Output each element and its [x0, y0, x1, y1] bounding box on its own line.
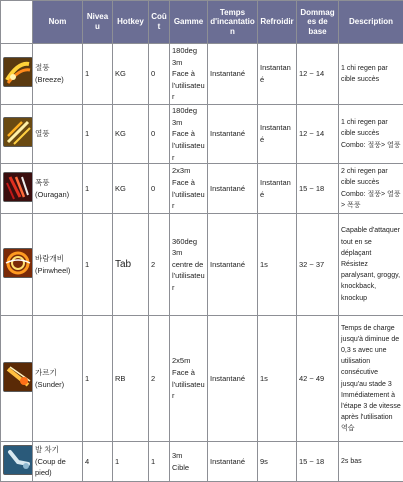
skill-cast-time: Instantané	[208, 44, 258, 105]
skill-cooldown: Instantané	[258, 105, 297, 164]
skill-range: 3m	[172, 451, 182, 460]
skill-cast-time: Instantané	[208, 214, 258, 316]
kick-skill-icon	[3, 445, 33, 475]
skill-cooldown: 1s	[258, 316, 297, 442]
hurricane-skill-icon	[3, 172, 33, 202]
skill-description: Immédiatement à l'étape 3 de vitesse après l'utilisation 역습	[341, 392, 401, 433]
skill-name-ko: 가르기	[35, 368, 57, 377]
skill-hotkey: RB	[113, 316, 149, 442]
header-cooldown: Refroidir	[258, 1, 297, 44]
skill-combo: Combo: 절풍> 열풍> 폭풍	[341, 191, 401, 209]
sunder-skill-icon	[3, 362, 33, 392]
skill-level: 1	[83, 214, 113, 316]
skill-level: 1	[83, 164, 113, 214]
skill-range: 3m	[172, 248, 182, 257]
skill-range: 3m	[172, 58, 182, 67]
table-row	[1, 44, 403, 105]
header-name: Nom	[33, 1, 83, 44]
skill-hotkey: KG	[113, 44, 149, 105]
skill-combo: Combo: 절풍> 열풍	[341, 142, 401, 149]
skill-range: Face à l'utilisateur	[172, 129, 205, 161]
skill-range: Face à l'utilisateur	[172, 178, 205, 210]
pinwheel-skill-icon	[3, 248, 33, 278]
skill-damage: 15 ~ 18	[297, 442, 339, 482]
skill-name-fr: (Breeze)	[35, 75, 64, 84]
skill-cooldown: Instantané	[258, 44, 297, 105]
skill-description: 1 chi regen par cible succès	[341, 65, 388, 83]
skill-hotkey: Tab	[115, 259, 131, 270]
skill-name-ko: 열풍	[35, 129, 50, 138]
table-row	[1, 105, 403, 164]
header-hotkey: Hotkey	[113, 1, 149, 44]
skill-damage: 42 ~ 49	[297, 316, 339, 442]
skill-range: 2x5m	[172, 356, 190, 365]
skill-name-fr: (Ouragan)	[35, 190, 69, 199]
skill-cast-time: Instantané	[208, 442, 258, 482]
skill-range: centre de l'utilisateur	[172, 260, 205, 292]
skill-range: 180deg	[172, 46, 197, 55]
skill-cast-time: Instantané	[208, 105, 258, 164]
skill-level: 1	[83, 105, 113, 164]
skill-cost: 1	[149, 442, 170, 482]
skill-damage: 15 ~ 18	[297, 164, 339, 214]
header-base-damage: Dommages de base	[297, 1, 339, 44]
header-row	[1, 1, 403, 44]
header-icon-column	[1, 1, 33, 44]
skill-description: 2s bas	[341, 458, 362, 465]
skill-name-ko: 발 차기	[35, 445, 59, 454]
skill-cost: 0	[149, 44, 170, 105]
skill-name-fr: (Coup de pied)	[35, 457, 66, 478]
skill-cooldown: 9s	[258, 442, 297, 482]
skill-cast-time: Instantané	[208, 316, 258, 442]
header-range: Gamme	[170, 1, 208, 44]
skill-cooldown: Instantané	[258, 164, 297, 214]
skill-name-fr: (Sunder)	[35, 380, 64, 389]
header-description: Description	[339, 1, 403, 44]
skill-hotkey: KG	[113, 105, 149, 164]
skill-range: Cible	[172, 463, 189, 472]
skill-range: 180deg	[172, 106, 197, 115]
skill-range: Face à l'utilisateur	[172, 69, 205, 101]
skill-range: 2x3m	[172, 166, 190, 175]
header-cost: Coût	[149, 1, 170, 44]
skill-name-ko: 폭풍	[35, 178, 50, 187]
skill-range: 3m	[172, 118, 182, 127]
skill-level: 4	[83, 442, 113, 482]
slash-skill-icon	[3, 117, 33, 147]
skill-description: 1 chi regen par cible succès	[341, 119, 388, 137]
skill-name-ko: 바람개비	[35, 254, 64, 263]
table-row	[1, 164, 403, 214]
skill-damage: 12 ~ 14	[297, 105, 339, 164]
header-cast-time: Temps d'incantation	[208, 1, 258, 44]
skill-cost: 0	[149, 164, 170, 214]
skill-cost: 0	[149, 105, 170, 164]
skill-damage: 12 ~ 14	[297, 44, 339, 105]
skill-cooldown: 1s	[258, 214, 297, 316]
skill-damage: 32 ~ 37	[297, 214, 339, 316]
skill-hotkey: 1	[113, 442, 149, 482]
skill-cast-time: Instantané	[208, 164, 258, 214]
skill-description: Capable d'attaquer tout en se déplaçant	[341, 227, 400, 256]
header-level: Niveau	[83, 1, 113, 44]
skill-description: Temps de charge jusqu'à diminue de 0,3 s avec une utilisation consécutive jusqu'au stade 3	[341, 325, 399, 388]
table-row	[1, 214, 403, 316]
skill-level: 1	[83, 316, 113, 442]
breeze-skill-icon	[3, 57, 33, 87]
skill-name-fr: (Pinwheel)	[35, 266, 70, 275]
skill-range: 360deg	[172, 237, 197, 246]
skill-name-ko: 절풍	[35, 63, 50, 72]
table-row	[1, 442, 403, 482]
skill-cost: 2	[149, 316, 170, 442]
table-row	[1, 316, 403, 442]
skill-range: Face à l'utilisateur	[172, 368, 205, 400]
skill-description: 2 chi regen par cible succès	[341, 168, 388, 186]
skill-hotkey: KG	[113, 164, 149, 214]
skill-description: Résistez paralysant, groggy, knockback, knockup	[341, 261, 400, 302]
skill-cost: 2	[149, 214, 170, 316]
skill-level: 1	[83, 44, 113, 105]
